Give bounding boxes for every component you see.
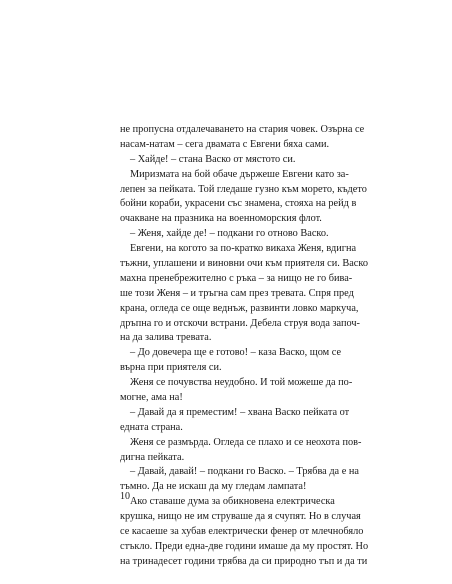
text-line: крушка, нищо не им струваше да я счупят. Но в случая bbox=[120, 511, 361, 523]
text-line: насам-натам – сега двамата с Евгени бяха сами. bbox=[120, 138, 330, 150]
text-line: – Давай да я преместим! – хвана Васко пейката от bbox=[130, 406, 350, 418]
text-line: лепен за пейката. Той гледаше гузно към морето, където bbox=[120, 183, 367, 195]
text-line: – Давай, давай! – подкани го Васко. – Трябва да е на bbox=[130, 466, 359, 478]
text-line: – Хайде! – стана Васко от мястото си. bbox=[130, 153, 296, 165]
text-line: крана, огледа се още веднъж, развинти ловко маркуча, bbox=[120, 302, 359, 314]
text-line: очакване на празника на военноморския флот. bbox=[120, 213, 322, 225]
text-line: стъкло. Преди една-две години имаше да му простят. Но bbox=[120, 540, 369, 552]
text-line: Ако ставаше дума за обикновена електрическа bbox=[130, 496, 335, 508]
text-line: се касаеше за хубав електрически фенер от млечнобяло bbox=[120, 526, 364, 538]
text-line: на да залива тревата. bbox=[120, 332, 212, 344]
text-line: Женя се почувства неудобно. И той можеше да по- bbox=[130, 377, 353, 389]
text-line: Женя се размърда. Огледа се плахо и се неохота пов- bbox=[130, 436, 362, 448]
text-line: върна при приятеля си. bbox=[120, 362, 222, 374]
body-text bbox=[120, 123, 369, 570]
text-line: тъжни, уплашени и виновни очи към приятеля си. Васко bbox=[120, 258, 368, 270]
text-line: – До довечера ще е готово! – каза Васко, щом се bbox=[130, 347, 342, 359]
text-line: тъмно. Да не искаш да му гледам лампата! bbox=[120, 481, 307, 493]
text-line: едната страна. bbox=[120, 421, 183, 433]
text-line: могне, ама на! bbox=[120, 392, 183, 404]
text-line: дигна пейката. bbox=[120, 451, 185, 463]
text-line: бойни кораби, украсени със знамена, стояха на рейд в bbox=[120, 198, 357, 210]
text-line: Миризмата на бой обаче държеше Евгени като за- bbox=[130, 168, 349, 180]
text-line: Евгени, на когото за по-кратко викаха Женя, вдигна bbox=[130, 243, 357, 255]
text-line: – Женя, хайде де! – подкани го отново Васко. bbox=[130, 228, 329, 240]
text-line: ше този Женя – и тръгна сам през тревата. Спря пред bbox=[120, 287, 354, 299]
page-number: 10 bbox=[120, 491, 130, 502]
text-line: не пропусна отдалечаването на стария човек. Озърна се bbox=[120, 124, 365, 135]
text-line: дръпна го и отскочи встрани. Дебела струя вода започ- bbox=[120, 317, 360, 329]
text-line: на тринадесет години трябва да си природно тъп и да ти bbox=[120, 555, 368, 567]
text-line: махна пренебрежително с ръка – за нищо не го бива- bbox=[120, 272, 353, 284]
